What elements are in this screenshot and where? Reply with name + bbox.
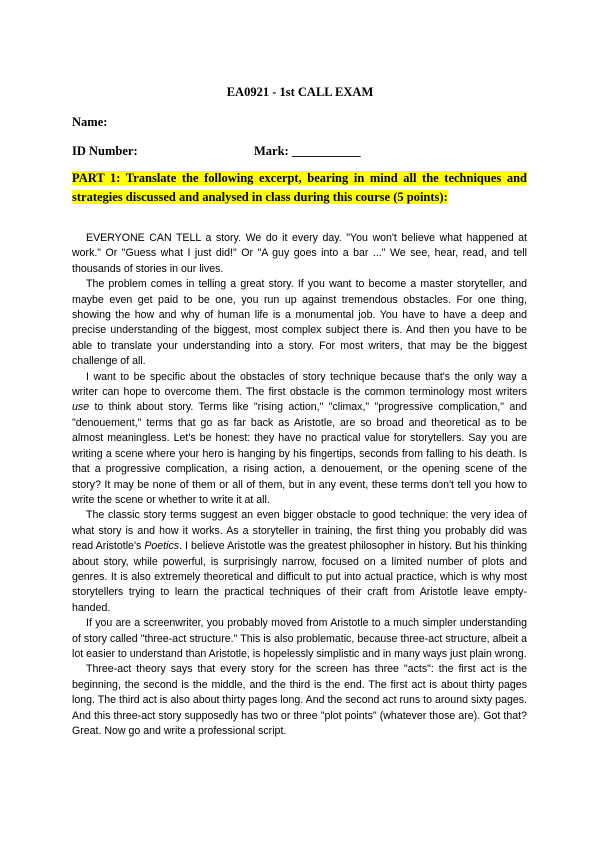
excerpt-p4-emphasis: Poetics bbox=[144, 540, 180, 553]
excerpt-paragraph-3 bbox=[72, 370, 527, 509]
mark-label: Mark: ___________ bbox=[254, 144, 361, 158]
excerpt-body bbox=[72, 231, 527, 739]
excerpt-paragraph-1: EVERYONE CAN TELL a story. We do it every day. "You won't believe what happened at work." Or "Guess what I just did!" Or "A guy goes into a bar ..." We see, hear, read, and tell thousands of stories in our lives. bbox=[72, 232, 527, 275]
excerpt-paragraph-6: Three-act theory says that every story for the screen has three "acts": the first act is the beginning, the second is the middle, and the third is the end. The first act is about thirty pages long. The third act is also about thirty pages long. And the second act runs to around sixty pages. And this three-act story supposedly has two or three "plot points" (whatever those are). Got that? Great. Now go and write a professional script. bbox=[72, 663, 527, 737]
excerpt-paragraph-4 bbox=[72, 508, 527, 616]
excerpt-paragraph-2: The problem comes in telling a great story. If you want to become a master storyteller, and maybe even get paid to be one, you run up against tremendous obstacles. For one thing, showing the how and why of human life is a monumental job. You have to have a deep and precise understanding of the biggest, most complex subject there is. And then you have to be able to translate your understanding into a story. For most writers, that may be the biggest challenge of all. bbox=[72, 278, 527, 368]
excerpt-p4-text-b: . I believe Aristotle was the greatest philosopher in history. But his thinking about story, while powerful, is surprisingly narrow, focused on a limited number of plots and genres. It is also extremely theoretical and difficult to put into actual practice, which is why most storytellers trying to learn the practical techniques of their craft from Aristotle leave empty-handed. bbox=[72, 540, 528, 614]
excerpt-p3-text-b: to think about story. Terms like "rising action," "climax," "progressive complication," and "denouement," terms that go as far back as Aristotle, are so broad and theoretical as to be almost meaningless. Let's be honest: they have no practical value for storytellers. Say you are writing a scene where your hero is hanging by his fingertips, seconds from falling to his death. Is that a progressive complication, a rising action, a denouement, or the opening scene of the story? It may be none of them or all of them, but in any event, these terms don't tell you how to write the scene or whether to write it at all. bbox=[72, 401, 527, 506]
id-number-label: ID Number: bbox=[72, 144, 138, 158]
exam-title: EA0921 - 1st CALL EXAM bbox=[226, 85, 374, 99]
excerpt-p3-text-a: I want to be specific about the obstacles of story technique because that's the only way a writer can hope to overcome them. The first obstacle is the common terminology most writers bbox=[72, 370, 527, 399]
excerpt-p3-emphasis: use bbox=[72, 401, 90, 414]
part1-heading bbox=[72, 169, 527, 207]
name-label: Name: bbox=[72, 115, 108, 129]
excerpt-paragraph-5: If you are a screenwriter, you probably moved from Aristotle to a much simpler understanding of story called "three-act structure." This is also problematic, because three-act structure, albeit a lot easier to understand than Aristotle, is hopelessly simplistic and in many ways just plain wrong. bbox=[72, 617, 527, 660]
excerpt-p4-text-a: The classic story terms suggest an even bigger obstacle to good technique: the very idea of what story is and how it works. As a storyteller in training, the first thing you probably did was read Aristotle's bbox=[72, 509, 527, 553]
part1-heading-text: PART 1: Translate the following excerpt, bearing in mind all the techniques and strategies discussed and analysed in class during this course (5 points): bbox=[72, 171, 527, 204]
